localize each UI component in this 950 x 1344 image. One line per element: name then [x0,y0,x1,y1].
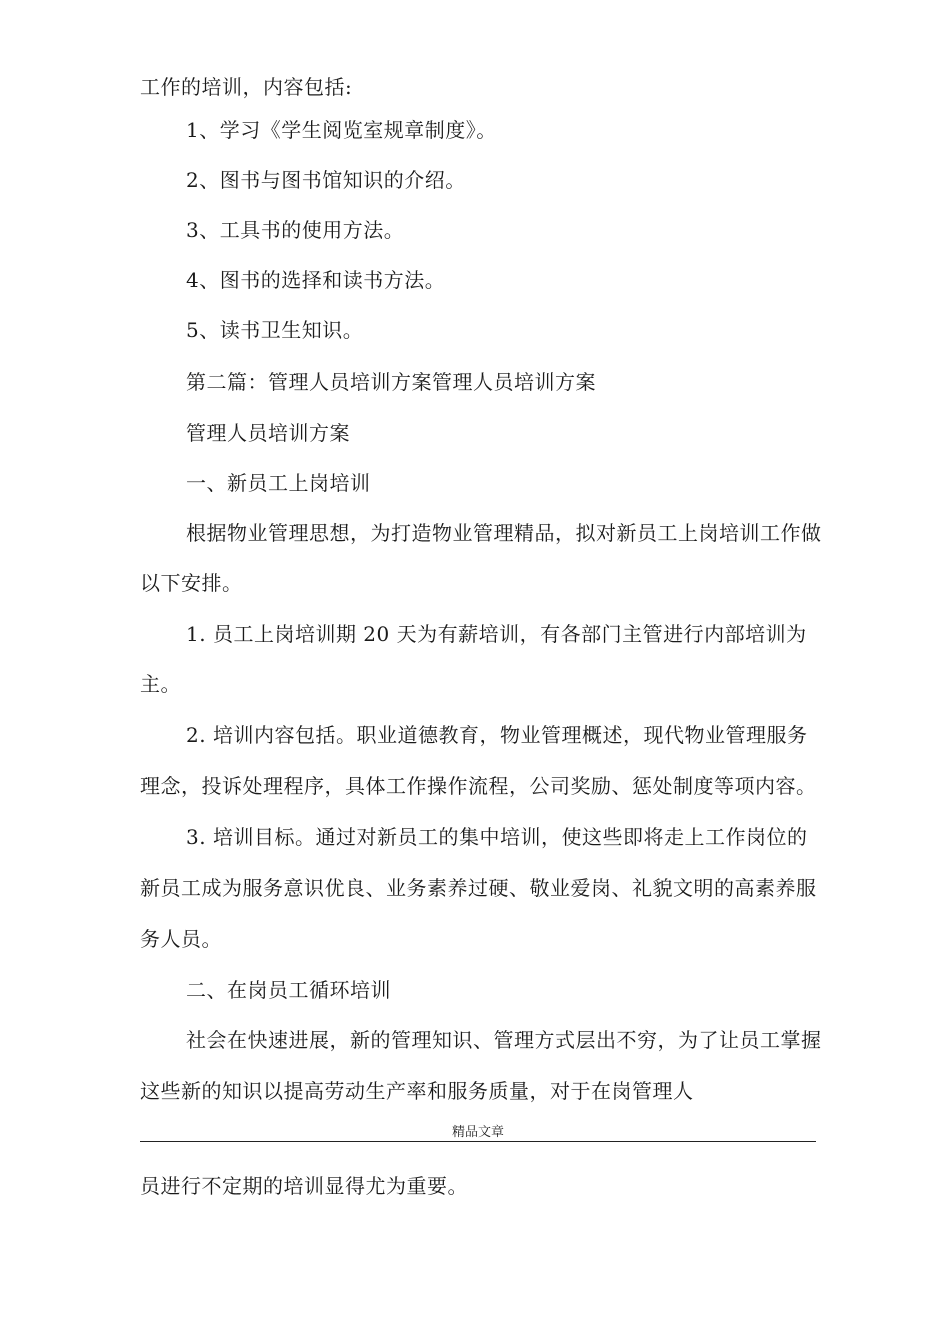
paragraph-line: 社会在快速进展，新的管理知识、管理方式层出不穷，为了让员工掌握 [186,1028,822,1052]
section-heading: 第二篇：管理人员培训方案管理人员培训方案 [186,370,596,394]
paragraph-line: 根据物业管理思想，为打造物业管理精品，拟对新员工上岗培训工作做 [186,521,822,545]
paragraph-line: 主。 [140,672,181,696]
section-heading: 管理人员培训方案 [186,421,350,445]
paragraph-line: 理念，投诉处理程序，具体工作操作流程，公司奖励、惩处制度等项内容。 [140,774,817,798]
paragraph-line: 这些新的知识以提高劳动生产率和服务质量，对于在岗管理人 [140,1079,694,1103]
paragraph-line: 新员工成为服务意识优良、业务素养过硬、敬业爱岗、礼貌文明的高素养服 [140,876,817,900]
paragraph-line: 以下安排。 [140,571,243,595]
list-item: 2、图书与图书馆知识的介绍。 [186,168,466,192]
page-footer-label: 精品文章 [451,1125,504,1140]
section-heading: 二、在岗员工循环培训 [186,978,391,1002]
list-item: 3、工具书的使用方法。 [186,218,405,242]
paragraph-line: 员进行不定期的培训显得尤为重要。 [140,1174,468,1198]
paragraph-line: 工作的培训，内容包括: [140,75,353,99]
list-item: 1、学习《学生阅览室规章制度》。 [186,118,497,142]
list-item: 4、图书的选择和读书方法。 [186,268,446,292]
paragraph-line: 3. 培训目标。通过对新员工的集中培训，使这些即将走上工作岗位的 [186,825,808,849]
list-item: 5、读书卫生知识。 [186,318,364,342]
section-heading: 一、新员工上岗培训 [186,471,371,495]
footer-divider [140,1141,816,1142]
paragraph-line: 务人员。 [140,927,222,951]
paragraph-line: 2. 培训内容包括。职业道德教育，物业管理概述，现代物业管理服务 [186,723,808,747]
paragraph-line: 1. 员工上岗培训期 20 天为有薪培训，有各部门主管进行内部培训为 [186,622,807,646]
